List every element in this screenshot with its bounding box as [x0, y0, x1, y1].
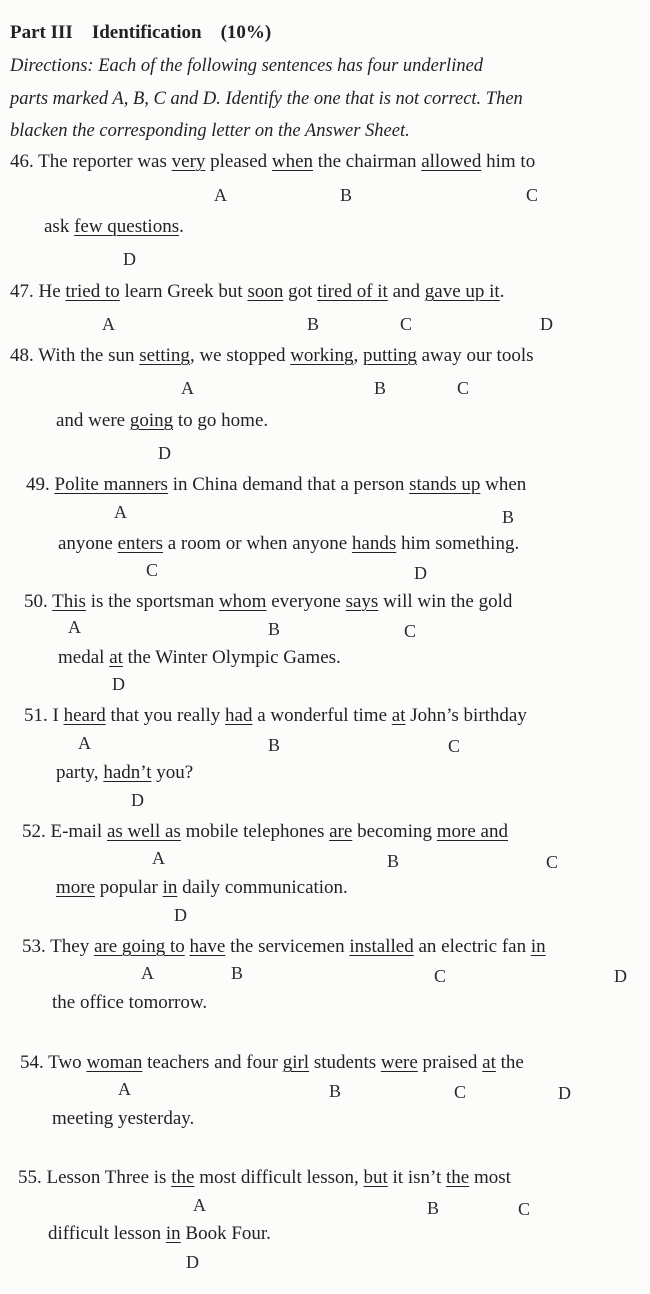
option-letter: B — [231, 963, 244, 983]
option-letter: A — [114, 502, 127, 522]
option-letter: D — [540, 314, 553, 334]
question-52-line1: 52. E-mail as well as mobile telephones are becoming more and — [22, 821, 508, 842]
question-51-line1: 51. I heard that you really had a wonderful time at John’s birthday — [24, 705, 527, 726]
option-letter: C — [400, 314, 413, 334]
question-50-line1: 50. This is the sportsman whom everyone says will win the gold — [24, 591, 513, 612]
option-letter: B — [427, 1198, 440, 1218]
option-letter: C — [457, 378, 470, 398]
question-53-line2: the office tomorrow. — [52, 992, 208, 1013]
option-letter: C — [404, 621, 417, 641]
option-letter: D — [112, 674, 125, 694]
option-letter: D — [614, 966, 627, 986]
question-54-line2: meeting yesterday. — [52, 1108, 195, 1129]
option-letter: A — [193, 1195, 206, 1215]
question-49-line1: 49. Polite manners in China demand that a person stands up when — [26, 474, 527, 495]
question-49-line2: anyone enters a room or when anyone hands him something. — [58, 533, 520, 554]
question-54-line1: 54. Two woman teachers and four girl students were praised at the — [20, 1052, 524, 1073]
question-48-line2: and were going to go home. — [56, 410, 269, 431]
option-letter: C — [448, 736, 461, 756]
option-letter: A — [118, 1079, 131, 1099]
option-letter: D — [174, 905, 187, 925]
option-letter: A — [214, 185, 227, 205]
option-letter: D — [558, 1083, 571, 1103]
option-letter: A — [102, 314, 115, 334]
option-letter: D — [158, 443, 171, 463]
option-letter: B — [329, 1081, 342, 1101]
option-letter: B — [268, 735, 281, 755]
option-letter: B — [387, 851, 400, 871]
question-46-line2: ask few questions. — [44, 216, 184, 237]
option-letter: D — [414, 563, 427, 583]
question-51-line2: party, hadn’t you? — [56, 762, 194, 783]
option-letter: A — [181, 378, 194, 398]
option-letter: C — [434, 966, 447, 986]
question-55-line1: 55. Lesson Three is the most difficult lesson, but it isn’t the most — [18, 1167, 511, 1188]
question-50-line2: medal at the Winter Olympic Games. — [58, 647, 341, 668]
option-letter: A — [141, 963, 154, 983]
option-letter: B — [502, 507, 515, 527]
directions-line: blacken the corresponding letter on the Answer Sheet. — [10, 121, 410, 141]
question-48-line1: 48. With the sun setting, we stopped working, putting away our tools — [10, 345, 534, 366]
option-letter: C — [454, 1082, 467, 1102]
option-letter: B — [340, 185, 353, 205]
option-letter: D — [123, 249, 136, 269]
option-letter: C — [146, 560, 159, 580]
question-55-line2: difficult lesson in Book Four. — [48, 1223, 271, 1244]
question-53-line1: 53. They are going to have the servicemen installed an electric fan in — [22, 936, 546, 957]
question-46-line1: 46. The reporter was very pleased when the chairman allowed him to — [10, 151, 536, 172]
option-letter: C — [546, 852, 559, 872]
option-letter: A — [78, 733, 91, 753]
question-47-line1: 47. He tried to learn Greek but soon got tired of it and gave up it. — [10, 281, 505, 302]
option-letter: D — [186, 1252, 199, 1272]
option-letter: A — [152, 848, 165, 868]
option-letter: C — [526, 185, 539, 205]
question-52-line2: more popular in daily communication. — [56, 877, 348, 898]
option-letter: B — [268, 619, 281, 639]
option-letter: B — [374, 378, 387, 398]
option-letter: B — [307, 314, 320, 334]
option-letter: A — [68, 617, 81, 637]
directions-line: parts marked A, B, C and D. Identify the one that is not correct. Then — [10, 89, 523, 109]
option-letter: D — [131, 790, 144, 810]
option-letter: C — [518, 1199, 531, 1219]
directions-line: Directions: Each of the following sentences has four underlined — [10, 56, 484, 76]
part-title: Part III Identification (10%) — [10, 22, 272, 43]
